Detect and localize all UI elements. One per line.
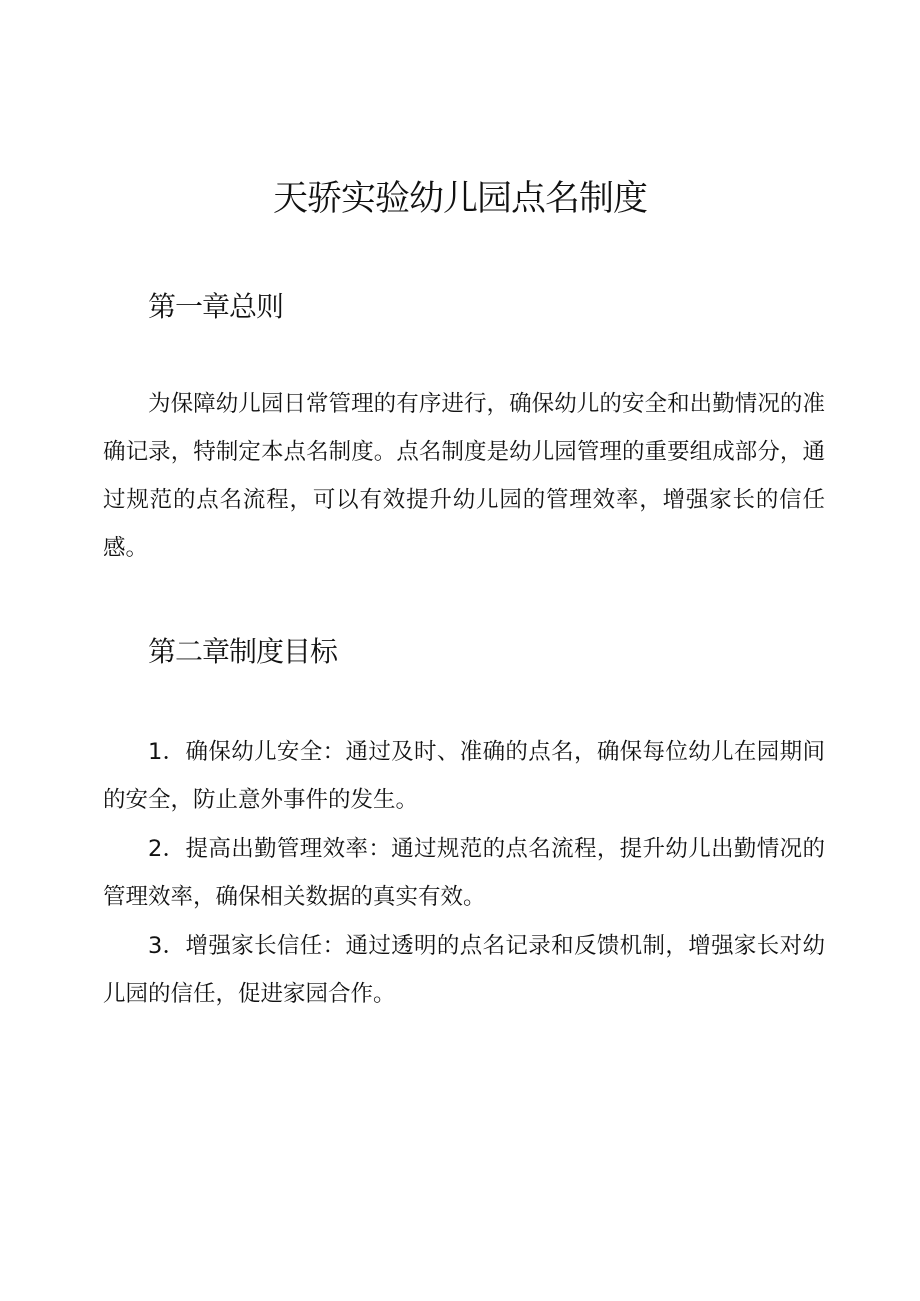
goal-item-2	[103, 825, 825, 921]
goal-item-3	[103, 922, 825, 1018]
goal-item-text: 确保幼儿安全：通过及时、准确的点名，确保每位幼儿在园期间的安全，防止意外事件的发生。	[103, 739, 825, 813]
chapter-heading-2: 第二章制度目标	[148, 635, 338, 668]
goal-item-number: 3．	[148, 933, 186, 959]
goal-item-number: 1．	[148, 739, 186, 765]
chapter-heading-1: 第一章总则	[148, 290, 284, 323]
goal-item-1	[103, 728, 825, 824]
goal-item-number: 2．	[148, 836, 186, 862]
document-title: 天骄实验幼儿园点名制度	[272, 179, 647, 219]
goal-item-text: 增强家长信任：通过透明的点名记录和反馈机制，增强家长对幼儿园的信任，促进家园合作。	[103, 933, 825, 1007]
chapter-1-paragraph: 为保障幼儿园日常管理的有序进行，确保幼儿的安全和出勤情况的准确记录，特制定本点名制度。点名制度是幼儿园管理的重要组成部分，通过规范的点名流程，可以有效提升幼儿园的管理效率，增强家长的信任感。	[103, 391, 825, 561]
goal-item-text: 提高出勤管理效率：通过规范的点名流程，提升幼儿出勤情况的管理效率，确保相关数据的真实有效。	[103, 836, 825, 910]
